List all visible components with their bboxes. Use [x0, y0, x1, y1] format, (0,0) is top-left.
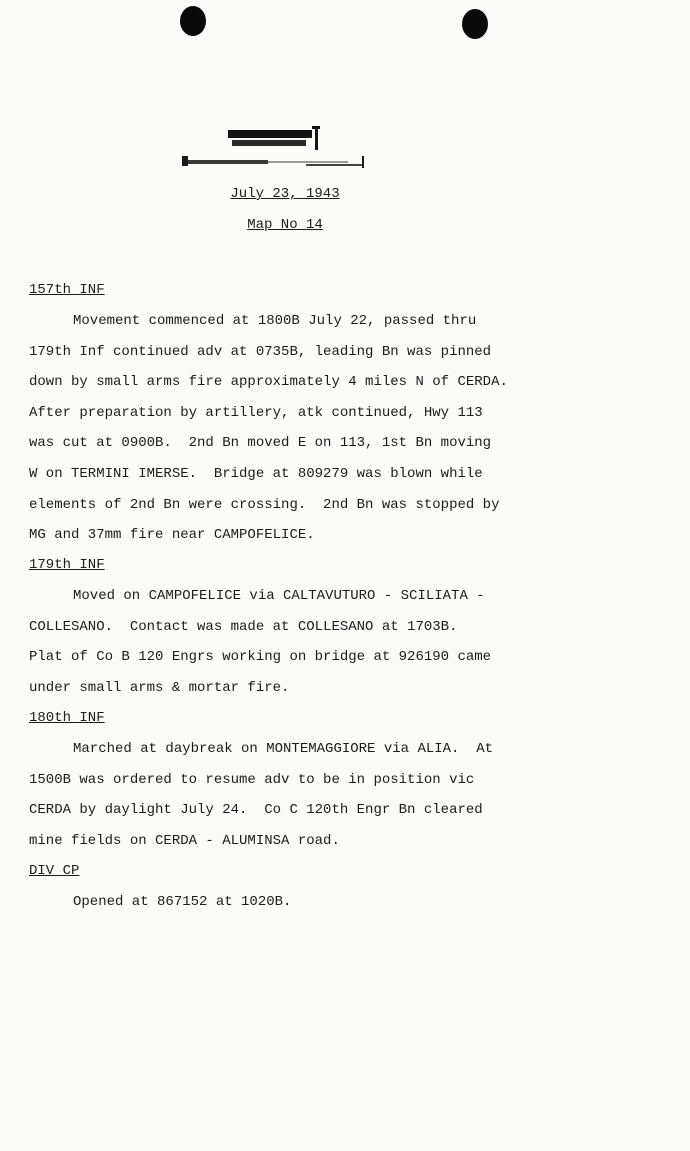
- punch-hole-right: [462, 9, 488, 39]
- text-line: Marched at daybreak on MONTEMAGGIORE via ALIA. At: [73, 741, 494, 757]
- text-line: mine fields on CERDA - ALUMINSA road.: [29, 832, 340, 849]
- redaction-mark-bottom: [176, 152, 370, 172]
- text-line: Plat of Co B 120 Engrs working on bridge at 926190 came: [29, 649, 492, 666]
- section-paragraph: [29, 306, 508, 551]
- text-line: W on TERMINI IMERSE. Bridge at 809279 was blown while: [29, 465, 483, 482]
- redaction-mark-top: [226, 124, 326, 152]
- section-heading: 157th INF: [29, 282, 105, 298]
- document-date: July 23, 1943: [230, 186, 340, 202]
- section-paragraph: [29, 581, 491, 703]
- text-line: elements of 2nd Bn were crossing. 2nd Bn was stopped by: [29, 496, 500, 513]
- section-heading: 180th INF: [29, 710, 105, 726]
- text-line: 179th Inf continued adv at 0735B, leading Bn was pinned: [29, 343, 492, 360]
- text-line: MG and 37mm fire near CAMPOFELICE.: [29, 527, 315, 544]
- text-line: After preparation by artillery, atk continued, Hwy 113: [29, 404, 483, 421]
- section-paragraph: [29, 734, 493, 856]
- section-heading: 179th INF: [29, 557, 105, 573]
- section-paragraph: [29, 887, 291, 918]
- text-line: down by small arms fire approximately 4 miles N of CERDA.: [29, 374, 508, 391]
- punch-hole-left: [180, 6, 206, 36]
- section-180th-inf: [29, 706, 493, 856]
- text-line: Opened at 867152 at 1020B.: [73, 894, 292, 910]
- section-div-cp: [29, 859, 291, 918]
- text-line: CERDA by daylight July 24. Co C 120th Engr Bn cleared: [29, 802, 483, 819]
- text-line: 1500B was ordered to resume adv to be in position vic: [29, 771, 475, 788]
- map-number: Map No 14: [247, 217, 323, 233]
- text-line: COLLESANO. Contact was made at COLLESANO at 1703B.: [29, 618, 458, 635]
- text-line: Movement commenced at 1800B July 22, passed thru: [73, 313, 477, 329]
- section-heading: DIV CP: [29, 863, 80, 879]
- text-line: was cut at 0900B. 2nd Bn moved E on 113, 1st Bn moving: [29, 435, 492, 452]
- text-line: Moved on CAMPOFELICE via CALTAVUTURO - SCILIATA -: [73, 588, 485, 604]
- section-179th-inf: [29, 553, 491, 703]
- section-157th-inf: [29, 278, 508, 551]
- text-line: under small arms & mortar fire.: [29, 679, 290, 696]
